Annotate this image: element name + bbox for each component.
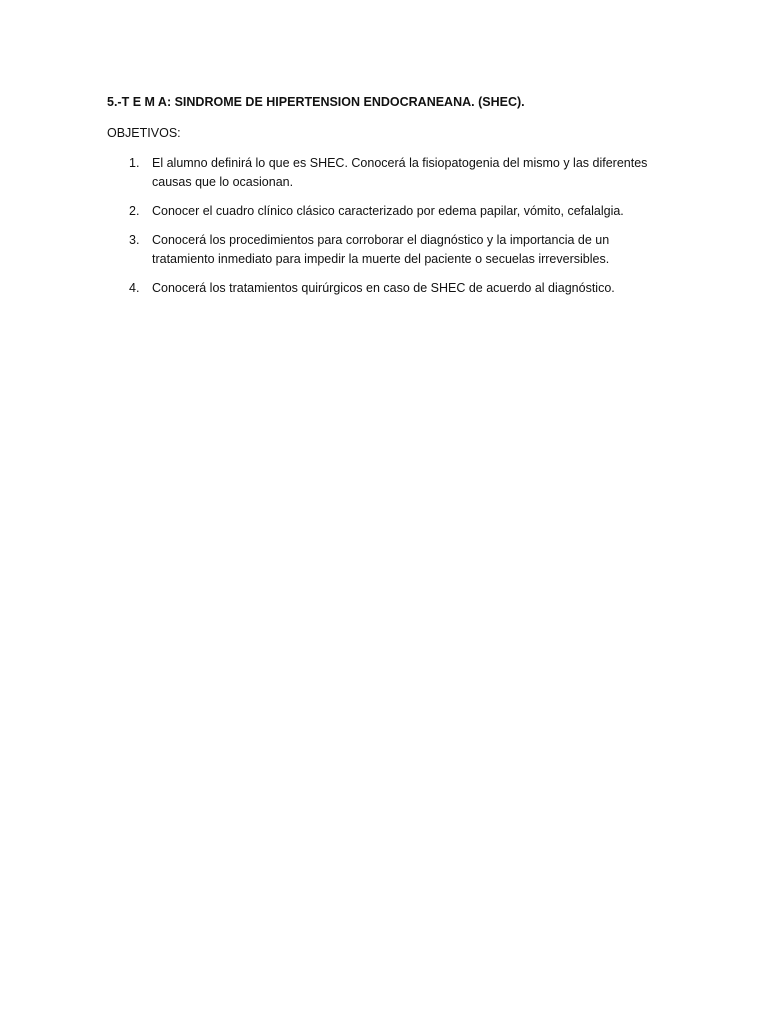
objectives-heading: OBJETIVOS:	[107, 126, 181, 140]
objective-item	[107, 154, 667, 192]
document-body	[107, 93, 667, 308]
objectives-list	[107, 154, 667, 298]
objective-text: El alumno definirá lo que es SHEC. Conocerá la fisiopatogenia del mismo y las diferentes causas que lo ocasionan.	[152, 156, 648, 189]
objective-item	[107, 202, 667, 221]
objective-number: 1.	[129, 156, 140, 170]
objective-text: Conocer el cuadro clínico clásico caracterizado por edema papilar, vómito, cefalalgia.	[152, 204, 624, 218]
objective-text: Conocerá los procedimientos para corroborar el diagnóstico y la importancia de un tratamiento inmediato para impedir la muerte del paciente o secuelas irreversibles.	[152, 233, 610, 266]
objective-number: 2.	[129, 204, 140, 218]
document-title: 5.-T E M A: SINDROME DE HIPERTENSION ENDOCRANEANA. (SHEC).	[107, 95, 525, 109]
objective-number: 3.	[129, 233, 140, 247]
objective-item	[107, 279, 667, 298]
objective-text: Conocerá los tratamientos quirúrgicos en caso de SHEC de acuerdo al diagnóstico.	[152, 281, 615, 295]
objective-number: 4.	[129, 281, 140, 295]
objective-item	[107, 231, 667, 269]
